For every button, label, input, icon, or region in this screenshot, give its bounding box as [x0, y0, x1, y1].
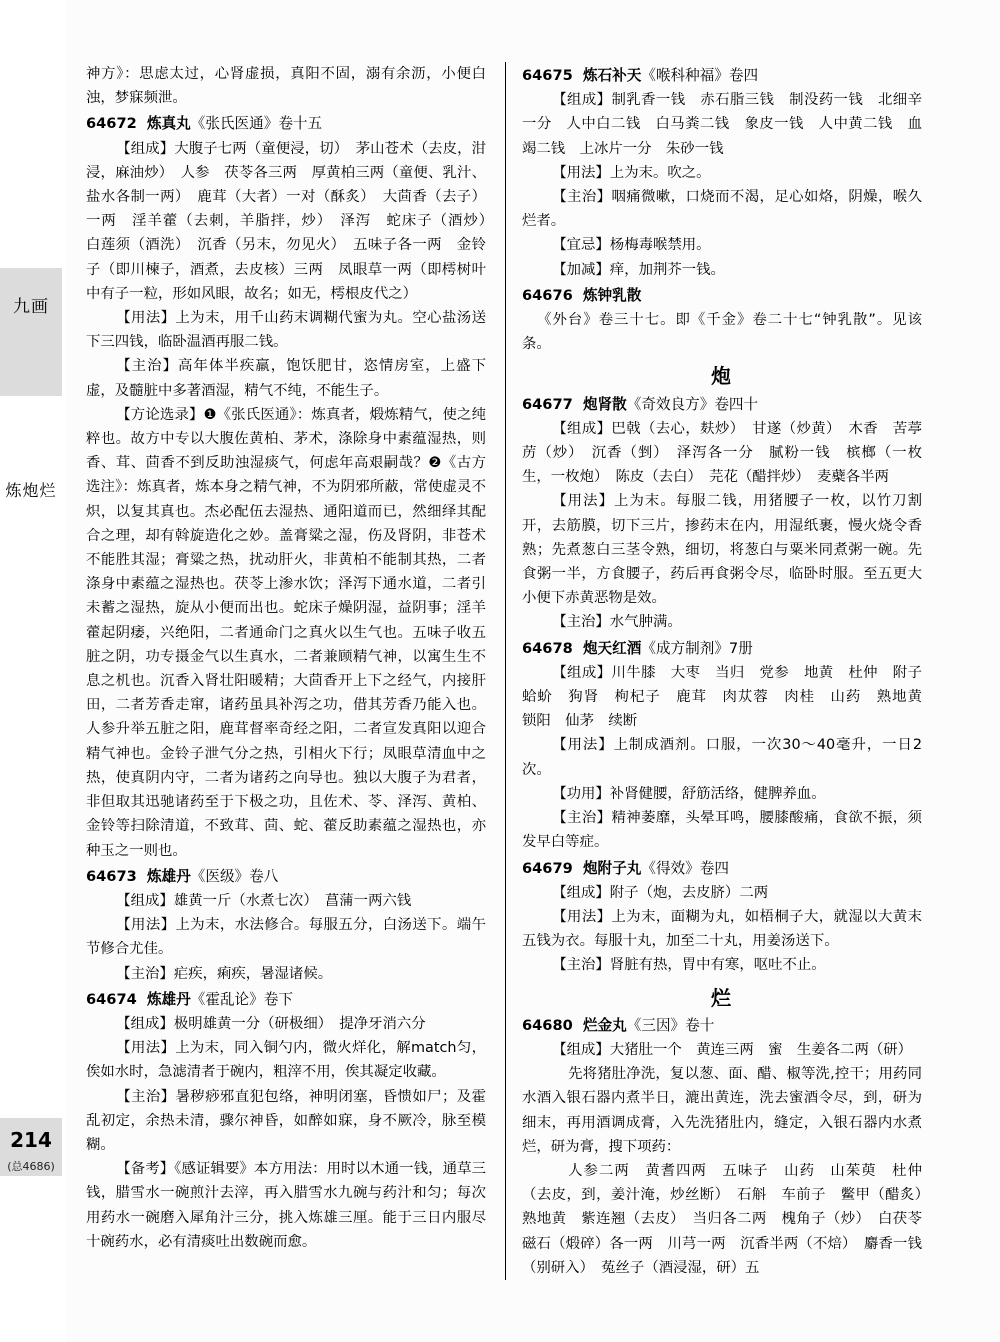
entry-heading	[522, 1014, 922, 1038]
body-paragraph: 先将猪肚净洗，复以葱、面、醋、椒等洗,控干；用药同水酒入银石器内煮半日，漉出黄连，洗去蜜酒令尽，到，研为细末，再用酒调成膏，入先洗猪肚内，缝定，入银石器内水煮烂，研为膏，搜下项药：	[522, 1066, 922, 1155]
entry-number: 64675	[522, 67, 573, 84]
page-number: 214	[10, 1128, 52, 1152]
section-label: 炼炮烂	[5, 481, 57, 500]
section-heading: 炮	[711, 364, 733, 389]
entry-number: 64676	[522, 286, 573, 304]
body-paragraph: 【组成】雄黄一斤（水煮七次） 菖蒲一两六钱	[116, 892, 412, 909]
entry-name: 炮肾散	[582, 395, 627, 413]
entry-heading	[86, 865, 486, 889]
body-paragraph: 【主治】精神萎靡，头晕耳鸣，腰膝酸痛，食欲不振，须发早白等症。	[522, 810, 922, 851]
body-paragraph: 【用法】上为末，同入铜勺内，微火烊化，解match匀，俟如水时，急滤清者于碗内，粗滓不用，俟其凝定收藏。	[86, 1040, 486, 1081]
entry-number: 64679	[522, 859, 573, 877]
body-paragraph: 【组成】制乳香一钱 赤石脂三钱 制没药一钱 北细辛一分 人中白二钱 白马粪二钱 象皮一钱 人中黄二钱 血竭二钱 上冰片一分 朱砂一钱	[522, 92, 922, 157]
right-text-column	[522, 62, 937, 1280]
body-paragraph: 【组成】大腹子七两（童便浸，切） 茅山苍术（去皮，泔浸，麻油炒） 人参 茯苓各三两 厚黄柏三两（童便、乳汁、盐水各制一两） 鹿茸（大者）一对（酥炙） 大茴香（去子）一两 淫羊藿（去刺，羊脂拌，炒） 泽泻 蛇床子（酒炒） 白莲须（酒洗） 沉香（另末，勿见火） 五味子各一两 金铃子（即川楝子，酒煮，去皮核）三两 凤眼草一两（即樗树叶中有子一粒，形如风眼，故名；如无，樗根皮代之）	[86, 140, 501, 302]
entry-source: 《医级》卷八	[190, 867, 279, 885]
entry-source: 《张氏医通》卷十五	[190, 115, 323, 133]
body-paragraph: 【用法】上为末，面糊为丸，如梧桐子大，就湿以大黄末五钱为衣。每服十丸，加至二十丸，用姜汤送下。	[522, 908, 922, 950]
entry-number: 64677	[522, 395, 573, 413]
entry-source: 《三因》卷十	[626, 1016, 715, 1034]
body-paragraph: 【用法】上制成酒剂。口服，一次30～40毫升，一日2次。	[522, 737, 922, 778]
radical-label: 九画	[13, 297, 49, 317]
body-paragraph: 【组成】巴戟（去心，麸炒） 甘遂（炒黄） 木香 苦葶苈（炒） 沉香（剉） 泽泻各一分 腻粉一钱 槟榔（一枚生，一枚炮） 陈皮（去白） 芫花（醋拌炒） 麦蘗各半两	[522, 420, 922, 486]
body-paragraph: 【备考】《感证辑要》本方用法：用时以木通一钱，通草三钱，腊雪水一碗煎汁去滓，再入腊雪水九碗与药汁和匀；每次用药水一碗磨入犀角汁三分，挑入炼雄三厘。能于三日内服尽十碗药水，必有清痰吐出数碗而愈。	[86, 1161, 486, 1250]
body-paragraph: 神方》：思虑太过，心肾虚损，真阳不固，溺有余沥，小便白浊，梦寐频泄。	[86, 66, 486, 107]
body-paragraph: 【方论选录】❶《张氏医通》：炼真者，煅炼精气，使之纯粹也。故方中专以大腹佐黄柏、茅术，涤除身中素蕴湿热，则香、茸、茴香不到反助浊湿痰气，何虑年高艰嗣哉？❷《古方选注》：炼真者，炼本身之精气神，不为阴邪所蔽，常使虚灵不炽，以复其真也。杰必配伍去湿热、通阳道而已，然细绎其配合之理，却有斡旋造化之妙。盖膏粱之湿，伤及肾阴，非苍术不能胜其湿；膏粱之热，扰动肝火，非黄柏不能制其热，二者涤身中素蕴之湿热也。茯苓上渗水饮；泽泻下通水道，二者引未蓄之湿热，旋从小便而出也。蛇床子燥阴湿，益阴事；淫羊藿起阴痿，兴绝阳，二者通命门之真火以生气也。五味子收五脏之阴，功专摄金气以生真水，二者兼顾精气神，以寓生生不息之机也。沉香入肾壮阳暖精；大茴香开上下之经气，内接肝田，二者芳香走窜，诸药虽具补泻之功，借其芳香乃能入也。人参升举五脏之阳，鹿茸督率奇经之阳，二者宣发真阳以迎合精气神也。金铃子泄气分之热，引相火下行；凤眼草清血中之热，使真阴内守，二者为诸药之向导也。独以大腹子为君者，非但取其迅驰诸药至于下极之功，且佐术、苓、泽泻、黄柏、金铃等扫除清道，不致茸、茴、蛇、藿反助素蕴之湿热也，亦种玉之一则也。	[86, 406, 486, 859]
entry-number: 64678	[522, 639, 573, 657]
entry-heading	[522, 637, 922, 661]
body-paragraph: 【主治】疟疾，痢疾，暑湿诸候。	[116, 965, 333, 982]
entry-number: 64673	[86, 867, 137, 885]
body-paragraph: 人参二两 黄耆四两 五味子 山药 山茱萸 杜仲（去皮，到，姜汁淹，炒丝断） 石斛 车前子 鳖甲（醋炙） 熟地黄 紫连翘（去皮） 当归各二两 槐角子（炒） 白茯苓 磁石（煅碎）各一两 川芎一两 沉香半两（不焙） 麝香一钱（别研入） 菟丝子（酒浸湿，研）五	[522, 1162, 937, 1276]
body-paragraph: 【组成】附子（炮，去皮脐）二两	[552, 884, 769, 901]
body-paragraph: 【宜忌】杨梅毒喉禁用。	[552, 237, 711, 254]
page-number-total: (总4686)	[7, 1160, 55, 1173]
entry-number: 64672	[86, 115, 137, 133]
body-paragraph: 【主治】肾脏有热，胃中有寒，呕吐不止。	[552, 957, 826, 974]
entry-source: 《得效》卷四	[641, 859, 729, 877]
body-paragraph: 【主治】高年体半疾羸，饱饫肥甘，恣情房室，上盛下虚，及髓脏中多著酒湿，精气不纯，不能生子。	[86, 358, 486, 399]
body-paragraph: 《外台》卷三十七。即《千金》卷二十七“钟乳散”。见该条。	[522, 312, 922, 353]
entry-heading	[522, 857, 922, 881]
body-paragraph: 【主治】咽痛微嗽，口烧而不渴，足心如烙，阴燥，喉久烂者。	[522, 189, 922, 230]
entry-name: 炼真丸	[146, 115, 191, 133]
entry-name: 炼钟乳散	[582, 286, 642, 304]
entry-name: 烂金丸	[582, 1016, 627, 1034]
body-paragraph: 【加减】痒，加荆芥一钱。	[552, 261, 725, 278]
entry-number: 64680	[522, 1016, 573, 1034]
section-heading: 烂	[711, 985, 733, 1010]
body-paragraph: 【组成】大猪肚一个 黄连三两 蜜 生姜各二两（研）	[552, 1041, 913, 1058]
entry-source: 《成方制剂》7册	[641, 639, 753, 657]
entry-heading	[522, 284, 922, 308]
entry-source: 《喉科种福》卷四	[641, 67, 759, 84]
left-text-column	[86, 62, 501, 1254]
entry-number: 64674	[86, 990, 137, 1008]
body-paragraph: 【主治】暑秽痧邪直犯包络，神明闭塞，昏愦如尸；及霍乱初定，余热未清，骤尔神昏，如醉如寐，身不厥冷，脉至模糊。	[86, 1088, 486, 1153]
body-paragraph: 【主治】水气肿满。	[552, 614, 682, 631]
body-paragraph: 【用法】上为末。吹之。	[552, 164, 711, 181]
radical-tab-background	[0, 268, 62, 396]
entry-name: 炮天红酒	[582, 639, 642, 657]
entry-name: 炼石补天	[582, 67, 642, 84]
body-paragraph: 【用法】上为末，水法修合。每服五分，白汤送下。端午节修合尤佳。	[86, 917, 486, 958]
column-divider	[505, 62, 506, 1280]
entry-source: 《霍乱论》卷下	[190, 990, 293, 1008]
entry-name: 炼雄丹	[146, 867, 191, 885]
entry-heading	[522, 393, 922, 417]
entry-source: 《奇效良方》卷四十	[626, 395, 759, 413]
body-paragraph: 【组成】极明雄黄一分（研极细） 提净牙消六分	[116, 1015, 426, 1032]
entry-heading	[522, 64, 922, 88]
body-paragraph: 【组成】川牛膝 大枣 当归 党参 地黄 杜仲 附子 蛤蚧 狗肾 枸杞子 鹿茸 肉苁蓉 肉桂 山药 熟地黄 锁阳 仙茅 续断	[522, 664, 937, 730]
entry-name: 炼雄丹	[146, 990, 191, 1008]
entry-name: 炮附子丸	[582, 859, 642, 877]
body-paragraph: 【功用】补肾健腰，舒筋活络，健脾养血。	[552, 785, 826, 802]
body-paragraph: 【用法】上为末。每服二钱，用猪腰子一枚，以竹刀割开，去筋膜，切下三片，掺药末在内，用湿纸裹，慢火烧令香熟；先煮葱白三茎令熟，细切，将葱白与粟米同煮粥一碗。先食粥一半，方食腰子，药后再食粥令尽，临卧时服。至五更大小便下赤黄恶物是效。	[522, 493, 922, 607]
entry-heading	[86, 112, 486, 136]
entry-heading	[86, 988, 486, 1012]
body-paragraph: 【用法】上为末，用千山药末调糊代蜜为丸。空心盐汤送下三四钱，临卧温酒再服二钱。	[86, 310, 486, 351]
